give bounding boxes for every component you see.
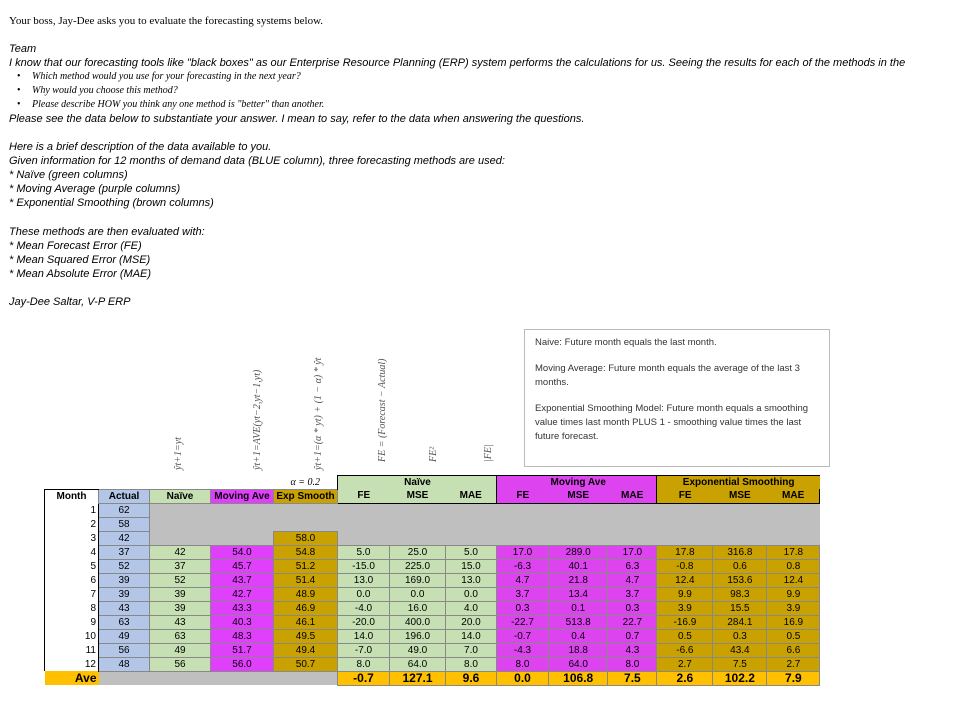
naive-fe-cell: 0.0 [338, 587, 390, 601]
exp-cell: 46.1 [274, 615, 338, 629]
exp-mae-cell: 6.6 [767, 643, 820, 657]
question-item: • Please describe HOW you think any one method is "better" than another. [9, 98, 324, 112]
moving-mse-cell: 40.1 [549, 559, 608, 573]
method-item: * Moving Average (purple columns) [9, 183, 181, 195]
moving-cell: 48.3 [211, 629, 274, 643]
average-blank [99, 671, 338, 685]
table-row [45, 601, 820, 615]
moving-mae-cell: 4.3 [608, 643, 657, 657]
average-moving-fe: 0.0 [497, 671, 549, 685]
moving-cell: 51.7 [211, 643, 274, 657]
exp-mse-cell: 284.1 [713, 615, 767, 629]
intro-text: Your boss, Jay-Dee asks you to evaluate the forecasting systems below. [9, 15, 324, 27]
exp-formula: ŷt+1=(α * yt) + (1 − α) * ŷt [313, 357, 324, 470]
naive-mse-header: MSE [390, 489, 446, 503]
moving-mse-cell: 13.4 [549, 587, 608, 601]
actual-cell: 48 [99, 657, 150, 671]
exp-mae-cell: 2.7 [767, 657, 820, 671]
naive-cell [150, 517, 211, 531]
table-row [45, 503, 820, 517]
moving-mae-cell: 0.3 [608, 601, 657, 615]
naive-group-header: Naïve [390, 476, 446, 490]
forecast-table [44, 475, 820, 686]
exp-fe-cell: 2.7 [657, 657, 713, 671]
exp-mse-cell: 15.5 [713, 601, 767, 615]
table-row [45, 615, 820, 629]
moving-cell: 45.7 [211, 559, 274, 573]
month-cell: 10 [45, 629, 99, 643]
average-exp-mae: 7.9 [767, 671, 820, 685]
exp-mae-cell: 16.9 [767, 615, 820, 629]
exp-fe-cell: 0.5 [657, 629, 713, 643]
table-row [45, 559, 820, 573]
moving-cell: 54.0 [211, 545, 274, 559]
naive-mae-cell: 8.0 [446, 657, 497, 671]
average-naive-mae: 9.6 [446, 671, 497, 685]
exp-mse-cell: 98.3 [713, 587, 767, 601]
table-row [45, 657, 820, 671]
naive-mse-cell [390, 531, 446, 545]
moving-mae-cell [608, 517, 657, 531]
exp-mae-cell: 0.8 [767, 559, 820, 573]
table-row [45, 573, 820, 587]
naive-fe-cell: 8.0 [338, 657, 390, 671]
naive-mse-cell [390, 503, 446, 517]
exp-cell: 50.7 [274, 657, 338, 671]
moving-mse-cell: 513.8 [549, 615, 608, 629]
month-cell: 11 [45, 643, 99, 657]
moving-mse-cell: 289.0 [549, 545, 608, 559]
naive-mae-cell: 20.0 [446, 615, 497, 629]
moving-fe-cell: 4.7 [497, 573, 549, 587]
naive-mse-cell: 25.0 [390, 545, 446, 559]
naive-cell [150, 503, 211, 517]
exp-fe-cell: 12.4 [657, 573, 713, 587]
exp-mse-cell: 316.8 [713, 545, 767, 559]
actual-cell: 58 [99, 517, 150, 531]
naive-fe-cell: -7.0 [338, 643, 390, 657]
exp-mse-cell: 0.3 [713, 629, 767, 643]
exp-cell: 58.0 [274, 531, 338, 545]
exp-fe-cell [657, 503, 713, 517]
moving-cell: 43.7 [211, 573, 274, 587]
naive-cell [150, 531, 211, 545]
exp-mse-cell [713, 503, 767, 517]
month-cell: 5 [45, 559, 99, 573]
question-item: • Why would you choose this method? [9, 84, 324, 98]
month-cell: 1 [45, 503, 99, 517]
naive-cell: 37 [150, 559, 211, 573]
actual-cell: 62 [99, 503, 150, 517]
naive-fe-cell [338, 531, 390, 545]
average-exp-fe: 2.6 [657, 671, 713, 685]
measure-item: * Mean Forecast Error (FE) [9, 240, 142, 252]
naive-fe-cell [338, 517, 390, 531]
naive-mse-cell: 225.0 [390, 559, 446, 573]
moving-cell [211, 531, 274, 545]
measure-item: * Mean Squared Error (MSE) [9, 254, 151, 266]
naive-cell: 49 [150, 643, 211, 657]
moving-cell: 43.3 [211, 601, 274, 615]
moving-mae-cell: 4.7 [608, 573, 657, 587]
desc-exp: Exponential Smoothing Model: Future month equals a smoothing value times last month PLUS 1 - smoothing value times the last future forecast. [535, 403, 809, 442]
moving-mae-cell: 0.7 [608, 629, 657, 643]
average-moving-mse: 106.8 [549, 671, 608, 685]
abs-fe-formula: |FE| [483, 444, 494, 462]
moving-mse-cell: 21.8 [549, 573, 608, 587]
actual-cell: 39 [99, 587, 150, 601]
exp-mae-cell [767, 531, 820, 545]
exp-mse-cell: 0.6 [713, 559, 767, 573]
exp-fe-cell: -6.6 [657, 643, 713, 657]
team-salutation: Team [9, 43, 37, 55]
exp-fe-cell [657, 517, 713, 531]
moving-mae-cell [608, 503, 657, 517]
actual-header: Actual [99, 489, 150, 503]
question-list [9, 70, 324, 112]
naive-header: Naïve [150, 489, 211, 503]
month-cell: 9 [45, 615, 99, 629]
naive-mse-cell: 196.0 [390, 629, 446, 643]
exp-mae-cell [767, 517, 820, 531]
moving-header: Moving Ave [211, 489, 274, 503]
moving-mse-cell [549, 531, 608, 545]
moving-fe-cell: 3.7 [497, 587, 549, 601]
naive-mae-cell: 7.0 [446, 643, 497, 657]
moving-mse-cell: 18.8 [549, 643, 608, 657]
month-cell: 6 [45, 573, 99, 587]
actual-cell: 63 [99, 615, 150, 629]
exp-cell: 51.4 [274, 573, 338, 587]
moving-mse-header: MSE [549, 489, 608, 503]
month-cell: 12 [45, 657, 99, 671]
naive-cell: 52 [150, 573, 211, 587]
exp-cell: 49.5 [274, 629, 338, 643]
method-item: * Exponential Smoothing (brown columns) [9, 197, 214, 209]
exp-cell: 49.4 [274, 643, 338, 657]
exp-cell: 48.9 [274, 587, 338, 601]
brief-text: Here is a brief description of the data available to you. [9, 141, 272, 153]
naive-fe-cell: 13.0 [338, 573, 390, 587]
exp-header: Exp Smooth [274, 489, 338, 503]
given-text: Given information for 12 months of demand data (BLUE column), three forecasting methods are used: [9, 155, 505, 167]
month-cell: 4 [45, 545, 99, 559]
naive-cell: 43 [150, 615, 211, 629]
exp-fe-header: FE [657, 489, 713, 503]
month-cell: 3 [45, 531, 99, 545]
table-row [45, 587, 820, 601]
month-cell: 8 [45, 601, 99, 615]
average-exp-mse: 102.2 [713, 671, 767, 685]
actual-cell: 39 [99, 573, 150, 587]
exp-cell: 46.9 [274, 601, 338, 615]
moving-formula: ŷt+1=AVE(yt−2,yt−1,yt) [252, 369, 263, 470]
moving-fe-cell: -0.7 [497, 629, 549, 643]
table-row [45, 643, 820, 657]
moving-fe-cell [497, 503, 549, 517]
moving-group-header: Moving Ave [550, 477, 606, 488]
table-row [45, 517, 820, 531]
naive-mse-cell: 169.0 [390, 573, 446, 587]
month-header: Month [45, 489, 99, 503]
naive-cell: 39 [150, 601, 211, 615]
moving-cell [211, 517, 274, 531]
exp-mse-header: MSE [713, 489, 767, 503]
exp-mse-cell [713, 517, 767, 531]
moving-mae-cell: 3.7 [608, 587, 657, 601]
fe-squared-formula: FE² [428, 446, 439, 462]
method-item: * Naïve (green columns) [9, 169, 128, 181]
naive-cell: 63 [150, 629, 211, 643]
moving-mse-cell [549, 503, 608, 517]
moving-cell: 40.3 [211, 615, 274, 629]
naive-mse-cell: 16.0 [390, 601, 446, 615]
exp-mae-cell: 17.8 [767, 545, 820, 559]
fe-formula: FE = (Forecast − Actual) [377, 358, 388, 462]
average-naive-mse: 127.1 [390, 671, 446, 685]
actual-cell: 56 [99, 643, 150, 657]
exp-fe-cell: 17.8 [657, 545, 713, 559]
exp-group-header: Exponential Smoothing [657, 476, 820, 490]
question-item: • Which method would you use for your forecasting in the next year? [9, 70, 324, 84]
average-moving-mae: 7.5 [608, 671, 657, 685]
exp-fe-cell: 9.9 [657, 587, 713, 601]
naive-mse-cell [390, 517, 446, 531]
naive-mae-cell: 4.0 [446, 601, 497, 615]
moving-mae-cell [608, 531, 657, 545]
naive-mae-cell: 13.0 [446, 573, 497, 587]
exp-mae-cell: 9.9 [767, 587, 820, 601]
moving-fe-cell: -22.7 [497, 615, 549, 629]
actual-cell: 43 [99, 601, 150, 615]
actual-cell: 37 [99, 545, 150, 559]
naive-fe-cell [338, 503, 390, 517]
naive-mae-cell: 5.0 [446, 545, 497, 559]
description-box [524, 329, 830, 467]
naive-fe-cell: -20.0 [338, 615, 390, 629]
exp-mae-cell [767, 503, 820, 517]
measure-item: * Mean Absolute Error (MAE) [9, 268, 152, 280]
moving-cell: 56.0 [211, 657, 274, 671]
moving-cell [211, 503, 274, 517]
exp-fe-cell: -16.9 [657, 615, 713, 629]
moving-cell: 42.7 [211, 587, 274, 601]
signature: Jay-Dee Saltar, V-P ERP [9, 296, 131, 308]
exp-mae-cell: 0.5 [767, 629, 820, 643]
moving-fe-cell: 0.3 [497, 601, 549, 615]
evaluated-text: These methods are then evaluated with: [9, 226, 205, 238]
naive-fe-cell: 14.0 [338, 629, 390, 643]
naive-mse-cell: 49.0 [390, 643, 446, 657]
exp-mse-cell: 7.5 [713, 657, 767, 671]
moving-fe-cell: 8.0 [497, 657, 549, 671]
exp-fe-cell [657, 531, 713, 545]
moving-fe-cell: -4.3 [497, 643, 549, 657]
exp-cell [274, 517, 338, 531]
moving-mae-cell: 22.7 [608, 615, 657, 629]
average-row [45, 671, 820, 685]
exp-mse-cell: 153.6 [713, 573, 767, 587]
average-label: Ave [45, 671, 99, 685]
naive-cell: 56 [150, 657, 211, 671]
moving-mse-cell: 0.4 [549, 629, 608, 643]
exp-mae-cell: 12.4 [767, 573, 820, 587]
naive-mae-cell [446, 517, 497, 531]
naive-mae-cell: 15.0 [446, 559, 497, 573]
actual-cell: 49 [99, 629, 150, 643]
moving-fe-cell [497, 531, 549, 545]
naive-formula: ŷt+1=yt [173, 437, 184, 470]
naive-mae-cell: 14.0 [446, 629, 497, 643]
exp-mse-cell [713, 531, 767, 545]
desc-moving: Moving Average: Future month equals the average of the last 3 months. [535, 363, 800, 388]
naive-cell: 42 [150, 545, 211, 559]
moving-fe-cell: 17.0 [497, 545, 549, 559]
month-cell: 2 [45, 517, 99, 531]
exp-mse-cell: 43.4 [713, 643, 767, 657]
naive-fe-cell: -15.0 [338, 559, 390, 573]
desc-naive: Naive: Future month equals the last month. [535, 337, 717, 348]
exp-fe-cell: 3.9 [657, 601, 713, 615]
naive-mse-cell: 400.0 [390, 615, 446, 629]
naive-fe-header: FE [338, 489, 390, 503]
moving-mae-cell: 17.0 [608, 545, 657, 559]
average-naive-fe: -0.7 [338, 671, 390, 685]
exp-cell: 51.2 [274, 559, 338, 573]
moving-mse-cell [549, 517, 608, 531]
exp-fe-cell: -0.8 [657, 559, 713, 573]
naive-mae-header: MAE [446, 489, 497, 503]
moving-fe-cell [497, 517, 549, 531]
alpha-label: α = 0.2 [290, 476, 320, 488]
paragraph-text: I know that our forecasting tools like "black boxes" as our Enterprise Resource Planning (ERP) system performs the calculations for us. Seeing the results for each of the methods in the [9, 57, 906, 69]
moving-mse-cell: 0.1 [549, 601, 608, 615]
naive-cell: 39 [150, 587, 211, 601]
moving-fe-cell: -6.3 [497, 559, 549, 573]
month-cell: 7 [45, 587, 99, 601]
table-row [45, 629, 820, 643]
exp-mae-header: MAE [767, 489, 820, 503]
naive-mse-cell: 0.0 [390, 587, 446, 601]
exp-cell [274, 503, 338, 517]
moving-fe-header: FE [497, 489, 549, 503]
naive-mae-cell [446, 503, 497, 517]
moving-mae-cell: 6.3 [608, 559, 657, 573]
exp-cell: 54.8 [274, 545, 338, 559]
actual-cell: 52 [99, 559, 150, 573]
naive-mse-cell: 64.0 [390, 657, 446, 671]
see-data-text: Please see the data below to substantiate your answer. I mean to say, refer to the data when answering the questions. [9, 113, 585, 125]
naive-mae-cell [446, 531, 497, 545]
moving-mae-cell: 8.0 [608, 657, 657, 671]
moving-mae-header: MAE [608, 489, 657, 503]
naive-mae-cell: 0.0 [446, 587, 497, 601]
table-row [45, 531, 820, 545]
naive-fe-cell: 5.0 [338, 545, 390, 559]
naive-fe-cell: -4.0 [338, 601, 390, 615]
actual-cell: 42 [99, 531, 150, 545]
exp-mae-cell: 3.9 [767, 601, 820, 615]
moving-mse-cell: 64.0 [549, 657, 608, 671]
table-row [45, 545, 820, 559]
